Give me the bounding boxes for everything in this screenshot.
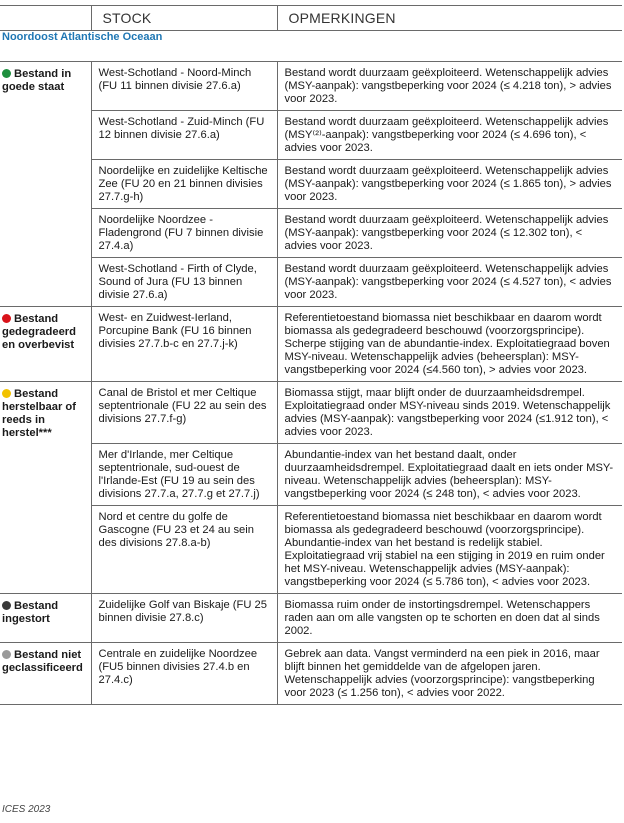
- status-category: [0, 382, 91, 594]
- table-row: [0, 444, 622, 506]
- status-label: Bestand gedegradeerd en overbevist: [2, 313, 76, 351]
- stock-cell: Mer d'Irlande, mer Celtique septentrionale, sud-ouest de l'Irlande-Est (FU 19 au sein des divisions 27.7.a, 27.7.g et 27.7.j): [91, 444, 277, 506]
- remark-cell: Referentietoestand biomassa niet beschikbaar en daarom wordt biomassa als gedegradeerd beschouwd (voorzorgsprincipe). Scherpe stijging van de abundantie-index. Exploitatiegraad boven MSY-niveau. Wetenschappelijk advies (beheersplan): MSY-vangstbeperking voor 2024 (≤4.560 ton), > advies voor 2023.: [277, 307, 622, 382]
- remark-cell: Abundantie-index van het bestand daalt, onder duurzaamheidsdrempel. Exploitatiegraad daalt en iets onder MSY-niveau. Wetenschappelijk advies (beheersplan): MSY-vangstbeperking voor 2024 (≤ 248 ton), < advies voor 2023.: [277, 444, 622, 506]
- stock-cell: Canal de Bristol et mer Celtique septentrionale (FU 22 au sein des divisions 27.7.f-g): [91, 382, 277, 444]
- status-dot-icon: [2, 314, 11, 323]
- remark-cell: Bestand wordt duurzaam geëxploiteerd. Wetenschappelijk advies (MSY-aanpak): vangstbeperking voor 2024 (≤ 4.218 ton), > advies voor 2023.: [277, 62, 622, 111]
- table-row: [0, 382, 622, 444]
- table-row: [0, 111, 622, 160]
- table-row: [0, 62, 622, 111]
- status-label: Bestand in goede staat: [2, 68, 72, 93]
- table-row: [0, 307, 622, 382]
- status-dot-icon: [2, 601, 11, 610]
- remark-cell: Bestand wordt duurzaam geëxploiteerd. Wetenschappelijk advies (MSY⁽²⁾-aanpak): vangstbeperking voor 2024 (≤ 4.696 ton), < advies voor 2023.: [277, 111, 622, 160]
- table-row: [0, 160, 622, 209]
- stock-cell: West-Schotland - Firth of Clyde, Sound of Jura (FU 13 binnen divisie 27.6.a): [91, 258, 277, 307]
- status-label: Bestand herstelbaar of reeds in herstel***: [2, 388, 76, 439]
- status-label: Bestand ingestort: [2, 600, 59, 625]
- table-row: [0, 258, 622, 307]
- table-row: [0, 643, 622, 705]
- source-footer: ICES 2023: [2, 804, 51, 815]
- region-label: Noordoost Atlantische Oceaan: [0, 31, 622, 62]
- status-category: [0, 62, 91, 307]
- stock-cell: Centrale en zuidelijke Noordzee (FU5 binnen divisies 27.4.b en 27.4.c): [91, 643, 277, 705]
- status-label: Bestand niet geclassificeerd: [2, 649, 83, 674]
- remark-cell: Gebrek aan data. Vangst verminderd na een piek in 2016, maar blijft binnen het gemiddelde van de afgelopen jaren. Wetenschappelijk advies (voorzorgsprincipe): vangstbeperking voor 2023 (≤ 1.256 ton), < advies voor 2022.: [277, 643, 622, 705]
- remark-cell: Biomassa stijgt, maar blijft onder de duurzaamheidsdrempel. Exploitatiegraad onder MSY-niveau sinds 2019. Wetenschappelijk advies (MSY-aanpak): vangstbeperking voor 2024 (≤1.912 ton), < advies voor 2023.: [277, 382, 622, 444]
- table-row: [0, 506, 622, 594]
- remark-cell: Biomassa ruim onder de instortingsdrempel. Wetenschappers raden aan om alle vangsten op te schorten en doen dat al sinds 2002.: [277, 594, 622, 643]
- status-dot-icon: [2, 69, 11, 78]
- header-status: [0, 6, 91, 31]
- stock-cell: Noordelijke Noordzee - Fladengrond (FU 7 binnen divisie 27.4.a): [91, 209, 277, 258]
- stock-cell: West-Schotland - Zuid-Minch (FU 12 binnen divisie 27.6.a): [91, 111, 277, 160]
- header-remarks: OPMERKINGEN: [277, 6, 622, 31]
- remark-cell: Bestand wordt duurzaam geëxploiteerd. Wetenschappelijk advies (MSY-aanpak): vangstbeperking voor 2024 (≤ 1.865 ton), > advies voor 2023.: [277, 160, 622, 209]
- header-row: [0, 6, 622, 31]
- stock-table: [0, 5, 622, 705]
- stock-cell: West- en Zuidwest-Ierland, Porcupine Bank (FU 16 binnen divisies 27.7.b-c en 27.7.j-k): [91, 307, 277, 382]
- table-row: [0, 209, 622, 258]
- remark-cell: Referentietoestand biomassa niet beschikbaar en daarom wordt biomassa als gedegradeerd beschouwd (voorzorgsprincipe). Abundantie-index van het bestand is redelijk stabiel. Exploitatiegraad vrij stabiel na een stijging in 2019 en ruim onder het MSY-niveau. Wetenschappelijk advies (MSY-aanpak): vangstbeperking voor 2024 (≤ 5.786 ton), < advies voor 2023.: [277, 506, 622, 594]
- region-row: [0, 31, 622, 62]
- remark-cell: Bestand wordt duurzaam geëxploiteerd. Wetenschappelijk advies (MSY-aanpak): vangstbeperking voor 2024 (≤ 4.527 ton), < advies voor 2023.: [277, 258, 622, 307]
- stock-cell: Nord et centre du golfe de Gascogne (FU 23 et 24 au sein des divisions 27.8.a-b): [91, 506, 277, 594]
- status-category: [0, 594, 91, 643]
- status-dot-icon: [2, 650, 11, 659]
- table-row: [0, 594, 622, 643]
- stock-cell: Zuidelijke Golf van Biskaje (FU 25 binnen divisie 27.8.c): [91, 594, 277, 643]
- remark-cell: Bestand wordt duurzaam geëxploiteerd. Wetenschappelijk advies (MSY-aanpak): vangstbeperking voor 2024 (≤ 12.302 ton), < advies voor 2023.: [277, 209, 622, 258]
- stock-cell: West-Schotland - Noord-Minch (FU 11 binnen divisie 27.6.a): [91, 62, 277, 111]
- stock-cell: Noordelijke en zuidelijke Keltische Zee (FU 20 en 21 binnen divisies 27.7.g-h): [91, 160, 277, 209]
- status-category: [0, 643, 91, 705]
- status-dot-icon: [2, 389, 11, 398]
- status-category: [0, 307, 91, 382]
- header-stock: STOCK: [91, 6, 277, 31]
